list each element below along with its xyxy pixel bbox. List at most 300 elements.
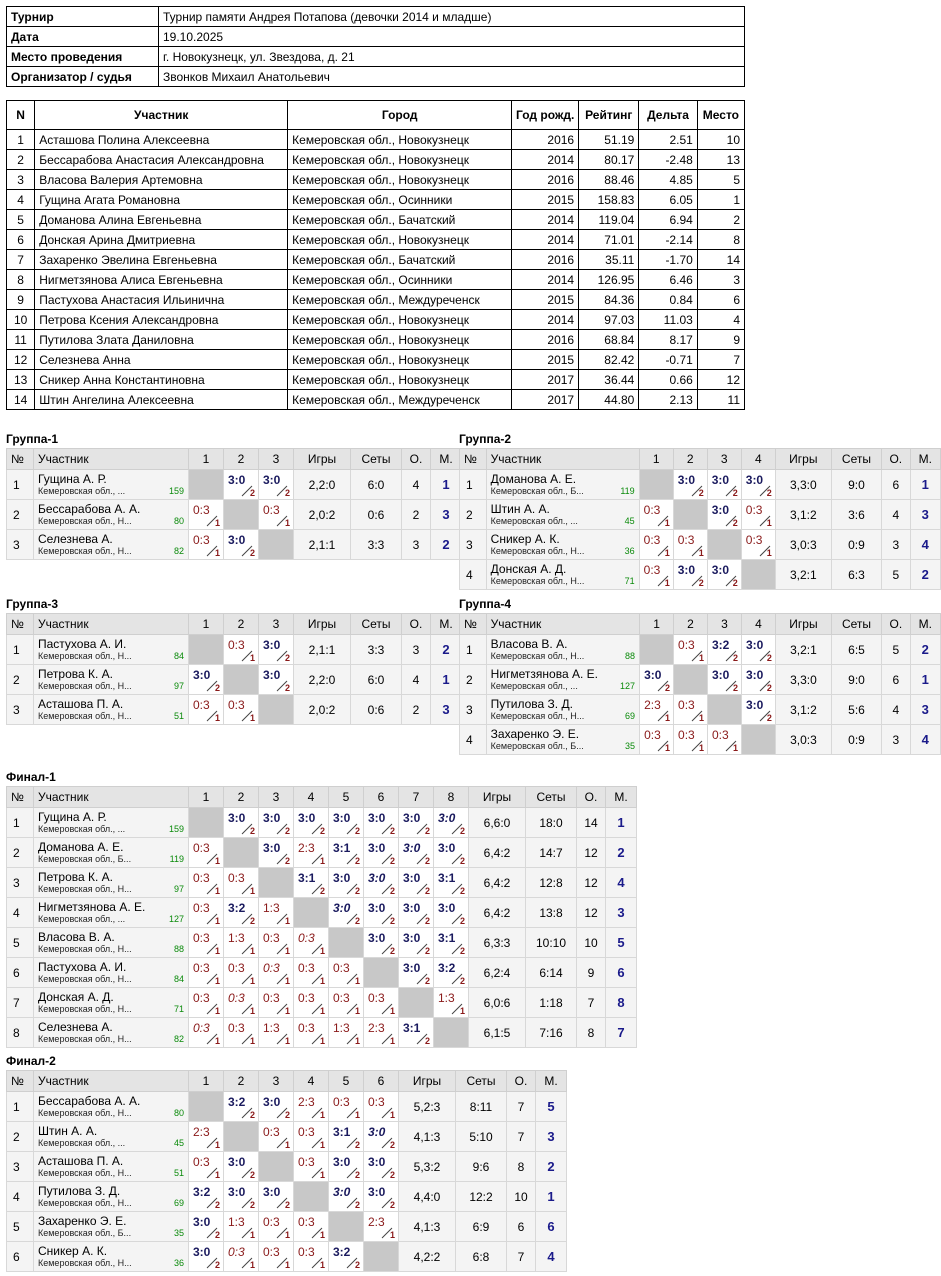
match-result-cell	[189, 958, 224, 988]
group-header-cell: О.	[882, 449, 910, 470]
participant-cell: Кемеровская обл., Бачатский	[288, 210, 512, 230]
match-result-cell	[189, 1152, 224, 1182]
group-pts-cell: 8	[507, 1152, 536, 1182]
row-number: 4	[460, 725, 487, 755]
group-place-cell: 1	[431, 665, 462, 695]
match-score: 3:0	[712, 668, 730, 682]
match-result-cell	[673, 530, 707, 560]
match-score: 3:0	[403, 871, 421, 885]
row-number: 1	[460, 470, 487, 500]
match-score: 1:3	[438, 991, 455, 1005]
match-points: 2	[424, 1036, 430, 1046]
match-score: 0:3	[263, 1215, 280, 1229]
player-city	[34, 1108, 188, 1119]
match-result-cell	[259, 1092, 294, 1122]
participant-cell: 9	[7, 290, 35, 310]
match-points: 1	[732, 743, 738, 753]
match-score: 3:2	[228, 901, 246, 915]
group-header-cell: 4	[741, 449, 775, 470]
player-cell	[34, 808, 189, 838]
participant-row	[7, 310, 745, 330]
participant-cell: 8.17	[639, 330, 697, 350]
row-number: 3	[7, 695, 34, 725]
match-points: 1	[214, 946, 220, 956]
match-score: 3:0	[711, 563, 730, 577]
player-city-text: Кемеровская обл., ...	[38, 485, 126, 496]
match-points: 2	[284, 856, 290, 866]
group-header-cell: М.	[536, 1071, 567, 1092]
group-table	[459, 448, 941, 590]
group-row	[7, 635, 462, 665]
player-city	[34, 824, 188, 835]
match-result-cell	[434, 868, 469, 898]
match-score: 0:3	[193, 931, 210, 945]
group-games-cell: 3,3:0	[775, 665, 831, 695]
match-score: 3:0	[368, 811, 386, 825]
group-games-cell: 2,1:1	[294, 635, 351, 665]
group-row	[7, 1018, 637, 1048]
participant-cell: 2017	[512, 390, 579, 410]
row-number: 1	[7, 808, 34, 838]
player-rating: 97	[173, 883, 184, 894]
group-games-cell: 2,0:2	[294, 500, 351, 530]
match-points: 2	[214, 683, 220, 693]
match-points: 2	[214, 1230, 220, 1240]
player-name: Сникер А. К.	[38, 1244, 108, 1258]
player-name: Доманова А. Е.	[490, 472, 577, 486]
group-games-cell: 6,1:5	[469, 1018, 526, 1048]
match-points: 1	[389, 1230, 395, 1240]
match-points: 2	[732, 653, 738, 663]
group-row	[7, 1122, 567, 1152]
match-points: 2	[389, 1170, 395, 1180]
participant-cell: Селезнева Анна	[35, 350, 288, 370]
match-points: 1	[214, 1036, 220, 1046]
group-sets-cell: 0:9	[831, 725, 881, 755]
group-games-cell: 2,0:2	[294, 695, 351, 725]
participant-cell: 13	[697, 150, 744, 170]
match-score: 0:3	[193, 901, 210, 915]
player-cell	[34, 898, 189, 928]
group-games-cell: 3,1:2	[775, 500, 831, 530]
participant-row	[7, 190, 745, 210]
match-points: 2	[766, 683, 772, 693]
participant-cell: 5	[7, 210, 35, 230]
match-score: 3:2	[333, 1245, 351, 1259]
match-score: 3:0	[263, 841, 281, 855]
group-place-cell: 4	[910, 725, 940, 755]
group-place-cell: 1	[431, 470, 462, 500]
row-number: 6	[7, 1242, 34, 1272]
player-name: Штин А. А.	[38, 1124, 98, 1138]
diagonal-cell	[741, 560, 775, 590]
match-points: 1	[284, 1260, 290, 1270]
participant-cell: 2.51	[639, 130, 697, 150]
group-place-cell: 3	[910, 695, 940, 725]
match-score: 0:3	[678, 638, 695, 652]
match-result-cell	[224, 868, 259, 898]
match-score: 3:0	[333, 901, 351, 915]
match-score: 2:3	[368, 1215, 385, 1229]
participant-row	[7, 290, 745, 310]
player-city	[34, 651, 188, 662]
player-city	[487, 516, 639, 527]
match-points: 1	[459, 1006, 465, 1016]
match-result-cell	[224, 898, 259, 928]
player-rating: 82	[173, 545, 184, 556]
group-row	[460, 470, 941, 500]
match-points: 1	[319, 1140, 325, 1150]
participant-cell: Асташова Полина Алексеевна	[35, 130, 288, 150]
group-header-cell: Сеты	[351, 614, 402, 635]
match-score: 0:3	[228, 871, 245, 885]
player-rating: 97	[173, 680, 184, 691]
group-table	[6, 613, 462, 725]
match-points: 2	[459, 856, 465, 866]
player-cell	[34, 1152, 189, 1182]
participant-cell: Нигметзянова Алиса Евгеньевна	[35, 270, 288, 290]
group-place-cell: 6	[606, 958, 637, 988]
participants-header-cell: Рейтинг	[579, 101, 639, 130]
group-games-cell: 3,0:3	[775, 530, 831, 560]
player-rating: 119	[620, 485, 635, 496]
match-points: 1	[284, 1140, 290, 1150]
match-result-cell	[224, 530, 259, 560]
participant-cell: Кемеровская обл., Новокузнецк	[288, 350, 512, 370]
participant-cell: 88.46	[579, 170, 639, 190]
diagonal-cell	[364, 1242, 399, 1272]
participant-cell: 14	[697, 250, 744, 270]
group-games-cell: 2,2:0	[294, 470, 351, 500]
player-city-text: Кемеровская обл., Н...	[38, 1003, 132, 1014]
participant-row	[7, 330, 745, 350]
player-name: Донская А. Д.	[38, 990, 114, 1004]
match-points: 2	[319, 826, 325, 836]
group-sets-cell: 0:6	[351, 500, 402, 530]
match-points: 2	[284, 683, 290, 693]
player-city-text: Кемеровская обл., Н...	[490, 545, 585, 556]
group-header-cell: 4	[294, 787, 329, 808]
match-points: 1	[664, 578, 670, 588]
group-header-cell: Участник	[34, 449, 189, 470]
group-pts-cell: 4	[402, 470, 431, 500]
match-points: 1	[698, 548, 704, 558]
participant-row	[7, 250, 745, 270]
participant-cell: 4	[697, 310, 744, 330]
match-result-cell	[434, 988, 469, 1018]
player-name: Доманова А. Е.	[38, 840, 124, 854]
player-rating: 159	[168, 823, 184, 834]
participant-cell: 80.17	[579, 150, 639, 170]
player-city-text: Кемеровская обл., ...	[38, 913, 126, 924]
match-points: 2	[249, 488, 255, 498]
match-score: 3:0	[263, 1185, 281, 1199]
match-score: 0:3	[745, 533, 763, 547]
match-score: 3:0	[228, 473, 246, 487]
match-points: 2	[424, 886, 430, 896]
group-pts-cell: 6	[882, 665, 910, 695]
group-pts-cell: 3	[882, 725, 910, 755]
player-rating: 35	[625, 740, 636, 751]
participants-header-cell: Год рожд.	[512, 101, 579, 130]
player-city	[487, 681, 639, 692]
diagonal-cell	[224, 500, 259, 530]
row-number: 4	[460, 560, 487, 590]
match-score: 3:1	[438, 871, 456, 885]
match-score: 0:3	[263, 1245, 280, 1259]
player-city-text: Кемеровская обл., Б...	[490, 740, 584, 751]
match-result-cell	[708, 635, 742, 665]
group-header-cell: 1	[640, 614, 674, 635]
group-pts-cell: 14	[577, 808, 606, 838]
group-pts-cell: 4	[402, 665, 431, 695]
group-table	[459, 613, 941, 755]
match-points: 1	[214, 713, 220, 723]
match-score: 0:3	[263, 931, 280, 945]
row-number: 1	[7, 1092, 34, 1122]
match-result-cell	[329, 1182, 364, 1212]
match-result-cell	[741, 695, 775, 725]
match-result-cell	[259, 928, 294, 958]
participant-cell: 2014	[512, 230, 579, 250]
match-score: 3:0	[263, 668, 281, 682]
match-score: 1:3	[263, 1021, 280, 1035]
diagonal-cell	[259, 1152, 294, 1182]
player-cell	[34, 1122, 189, 1152]
diagonal-cell	[329, 1212, 364, 1242]
match-score: 3:0	[745, 668, 764, 682]
participant-cell: 2017	[512, 370, 579, 390]
match-points: 1	[214, 1006, 220, 1016]
player-city-text: Кемеровская обл., Н...	[38, 973, 132, 984]
match-points: 1	[249, 1230, 255, 1240]
participant-cell: 8	[7, 270, 35, 290]
participant-cell: 126.95	[579, 270, 639, 290]
group-pts-cell: 7	[507, 1122, 536, 1152]
match-score: 0:3	[228, 1245, 245, 1259]
group-games-cell: 3,3:0	[775, 470, 831, 500]
group-games-cell: 4,1:3	[399, 1122, 456, 1152]
participant-cell: 68.84	[579, 330, 639, 350]
match-score: 0:3	[193, 503, 210, 517]
player-cell	[486, 530, 639, 560]
player-cell	[34, 928, 189, 958]
match-result-cell	[639, 530, 673, 560]
match-result-cell	[329, 1092, 364, 1122]
participant-cell: Кемеровская обл., Новокузнецк	[288, 370, 512, 390]
participant-cell: 71.01	[579, 230, 639, 250]
match-points: 2	[424, 916, 430, 926]
group-place-cell: 3	[606, 898, 637, 928]
diagonal-cell	[259, 530, 294, 560]
player-city	[34, 884, 188, 895]
participant-cell: 36.44	[579, 370, 639, 390]
player-city	[34, 681, 188, 692]
participant-cell: 35.11	[579, 250, 639, 270]
group-header-cell: 2	[674, 614, 708, 635]
player-name: Селезнева А.	[38, 1020, 113, 1034]
match-result-cell	[294, 988, 329, 1018]
player-name: Петрова К. А.	[38, 870, 113, 884]
group-row	[7, 530, 462, 560]
match-result-cell	[399, 838, 434, 868]
participant-cell: 84.36	[579, 290, 639, 310]
group-header-cell: 3	[708, 614, 742, 635]
match-score: 3:0	[263, 473, 281, 487]
match-result-cell	[294, 1018, 329, 1048]
group-games-cell: 6,4:2	[469, 898, 526, 928]
match-result-cell	[434, 958, 469, 988]
group-header-cell: М.	[606, 787, 637, 808]
match-result-cell	[673, 560, 707, 590]
player-rating: 71	[173, 1003, 184, 1014]
match-points: 1	[249, 1260, 255, 1270]
match-score: 3:0	[193, 1215, 211, 1229]
match-result-cell	[399, 928, 434, 958]
match-result-cell	[189, 665, 224, 695]
player-city	[487, 741, 639, 752]
group-header-cell: Игры	[469, 787, 526, 808]
player-name: Донская А. Д.	[490, 562, 567, 576]
player-cell	[34, 958, 189, 988]
group-place-cell: 3	[536, 1122, 567, 1152]
player-cell	[34, 1212, 189, 1242]
participant-cell: 97.03	[579, 310, 639, 330]
group-place-cell: 7	[606, 1018, 637, 1048]
match-score: 0:3	[193, 841, 210, 855]
match-points: 1	[389, 1036, 395, 1046]
match-result-cell	[674, 695, 708, 725]
group-place-cell: 5	[536, 1092, 567, 1122]
match-result-cell	[364, 838, 399, 868]
participant-cell: 7	[697, 350, 744, 370]
match-score: 0:3	[193, 991, 210, 1005]
match-points: 1	[249, 1006, 255, 1016]
group-games-cell: 2,2:0	[294, 665, 351, 695]
player-cell	[486, 500, 639, 530]
participant-cell: Донская Арина Дмитриевна	[35, 230, 288, 250]
group-row	[7, 928, 637, 958]
player-cell	[34, 1242, 189, 1272]
group-games-cell: 4,2:2	[399, 1242, 456, 1272]
participants-header-cell: Участник	[35, 101, 288, 130]
participant-cell: 0.84	[639, 290, 697, 310]
match-points: 2	[389, 886, 395, 896]
participant-row	[7, 150, 745, 170]
group-title: Финал-1	[6, 770, 56, 784]
group-header-cell: 3	[259, 449, 294, 470]
group-header-cell: 3	[259, 614, 294, 635]
player-rating: 159	[168, 485, 184, 496]
group-games-cell: 3,0:3	[775, 725, 831, 755]
group-sets-cell: 13:8	[526, 898, 577, 928]
player-name: Нигметзянова А. Е.	[490, 667, 598, 681]
player-city-text: Кемеровская обл., ...	[490, 680, 578, 691]
match-points: 1	[319, 1110, 325, 1120]
match-result-cell	[741, 470, 775, 500]
player-cell	[34, 470, 189, 500]
match-score: 2:3	[298, 841, 315, 855]
participant-cell: Кемеровская обл., Новокузнецк	[288, 170, 512, 190]
match-score: 3:0	[228, 1155, 246, 1169]
group-row	[7, 695, 462, 725]
group-pts-cell: 3	[402, 530, 431, 560]
group-header-cell: 3	[707, 449, 741, 470]
match-points: 1	[665, 713, 671, 723]
match-points: 2	[284, 1200, 290, 1210]
participant-cell: -2.48	[639, 150, 697, 170]
match-result-cell	[364, 1092, 399, 1122]
group-title: Группа-4	[459, 597, 512, 611]
match-points: 1	[354, 1006, 360, 1016]
participant-cell: 7	[7, 250, 35, 270]
participant-cell: -0.71	[639, 350, 697, 370]
group-header-cell: 3	[259, 1071, 294, 1092]
player-city-text: Кемеровская обл., Б...	[38, 1227, 132, 1238]
match-score: 0:3	[643, 503, 661, 517]
info-row	[7, 67, 745, 87]
match-points: 1	[284, 946, 290, 956]
match-result-cell	[364, 1182, 399, 1212]
player-cell	[486, 560, 639, 590]
match-points: 2	[354, 1260, 360, 1270]
match-points: 2	[354, 886, 360, 896]
match-result-cell	[707, 500, 741, 530]
diagonal-cell	[259, 695, 294, 725]
match-result-cell	[364, 1122, 399, 1152]
match-result-cell	[364, 1212, 399, 1242]
match-result-cell	[294, 1152, 329, 1182]
diagonal-cell	[224, 838, 259, 868]
group-header-cell: 1	[189, 614, 224, 635]
player-cell	[486, 635, 639, 665]
match-result-cell	[224, 1018, 259, 1048]
participant-cell: 119.04	[579, 210, 639, 230]
match-score: 0:3	[298, 1245, 315, 1259]
participant-cell: 6.94	[639, 210, 697, 230]
match-result-cell	[259, 1212, 294, 1242]
match-points: 2	[354, 1140, 360, 1150]
match-points: 1	[214, 976, 220, 986]
match-score: 3:0	[193, 1245, 211, 1259]
player-name: Путилова З. Д.	[38, 1184, 121, 1198]
group-games-cell: 6,2:4	[469, 958, 526, 988]
match-points: 1	[249, 946, 255, 956]
group-place-cell: 2	[536, 1152, 567, 1182]
group-games-cell: 6,4:2	[469, 868, 526, 898]
group-place-cell: 6	[536, 1212, 567, 1242]
group-pts-cell: 6	[507, 1212, 536, 1242]
info-row	[7, 27, 745, 47]
player-city-text: Кемеровская обл., Б...	[490, 485, 584, 496]
group-place-cell: 3	[431, 500, 462, 530]
diagonal-cell	[639, 470, 673, 500]
participant-cell: 2016	[512, 330, 579, 350]
participant-cell: 10	[697, 130, 744, 150]
group-header-cell: Сеты	[351, 449, 402, 470]
participant-cell: Петрова Ксения Александровна	[35, 310, 288, 330]
participant-cell: 2014	[512, 310, 579, 330]
match-points: 2	[665, 683, 671, 693]
match-points: 2	[284, 653, 290, 663]
match-points: 1	[249, 976, 255, 986]
match-score: 3:1	[403, 1021, 421, 1035]
participant-cell: Кемеровская обл., Междуреченск	[288, 390, 512, 410]
match-points: 2	[284, 488, 290, 498]
match-result-cell	[294, 1092, 329, 1122]
match-result-cell	[364, 1152, 399, 1182]
participant-cell: Кемеровская обл., Новокузнецк	[288, 150, 512, 170]
